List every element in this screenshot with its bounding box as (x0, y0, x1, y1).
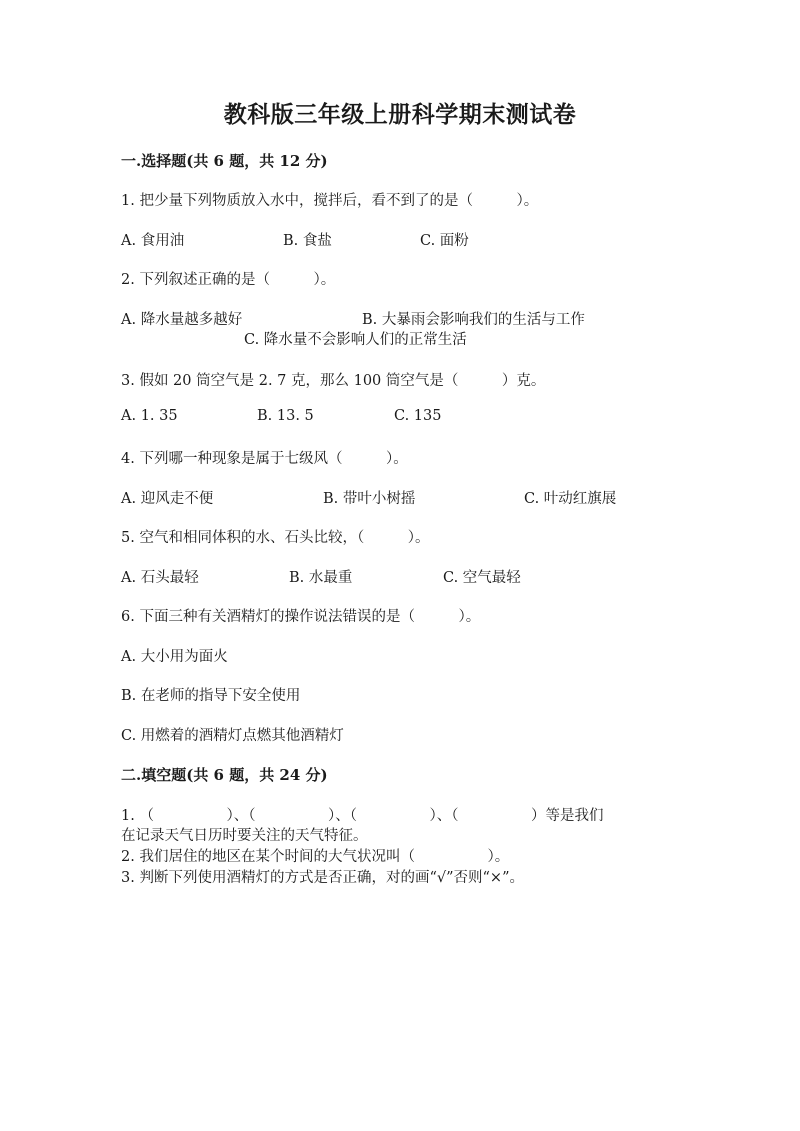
question-3-option-c: C. 135 (394, 408, 442, 424)
question-6: 6. 下面三种有关酒精灯的操作说法错误的是（ ）。 (121, 609, 481, 625)
question-4-option-a: A. 迎风走不便 (121, 491, 214, 507)
question-5-option-a: A. 石头最轻 (121, 570, 199, 586)
question-4: 4. 下列哪一种现象是属于七级风（ ）。 (121, 451, 408, 467)
question-2-option-b: B. 大暴雨会影响我们的生活与工作 (362, 312, 585, 328)
question-1: 1. 把少量下列物质放入水中，搅拌后，看不到了的是（ ）。 (121, 193, 539, 209)
question-6-option-c: C. 用燃着的酒精灯点燃其他酒精灯 (121, 728, 344, 744)
question-1-option-a: A. 食用油 (121, 233, 185, 249)
question-2: 2. 下列叙述正确的是（ ）。 (121, 272, 336, 288)
page-title: 教科版三年级上册科学期末测试卷 (223, 101, 577, 128)
question-4-option-c: C. 叶动红旗展 (524, 491, 617, 507)
question-2-option-a: A. 降水量越多越好 (121, 312, 243, 328)
question-1-option-b: B. 食盐 (283, 233, 332, 249)
question-2-option-c: C. 降水量不会影响人们的正常生活 (244, 332, 467, 348)
fill-question-3: 3. 判断下列使用酒精灯的方式是否正确，对的画“√”否则“×”。 (121, 870, 524, 886)
question-3-option-a: A. 1. 35 (121, 408, 178, 424)
fill-question-1-line-1: 1. （ ）、（ ）、（ ）、（ ）等是我们 (121, 808, 604, 824)
fill-question-1-line-2: 在记录天气日历时要关注的天气特征。 (121, 828, 368, 844)
question-5-option-c: C. 空气最轻 (443, 570, 521, 586)
question-6-option-a: A. 大小用为面火 (121, 649, 228, 665)
question-1-option-c: C. 面粉 (420, 233, 469, 249)
question-3-option-b: B. 13. 5 (257, 408, 314, 424)
question-3: 3. 假如 20 筒空气是 2. 7 克，那么 100 筒空气是（ ）克。 (121, 373, 546, 389)
section-heading-fill: 二.填空题(共 6 题，共 24 分) (121, 766, 328, 784)
fill-question-2: 2. 我们居住的地区在某个时间的大气状况叫（ ）。 (121, 849, 510, 865)
question-6-option-b: B. 在老师的指导下安全使用 (121, 688, 301, 704)
section-heading-choice: 一.选择题(共 6 题，共 12 分) (121, 152, 328, 170)
question-5-option-b: B. 水最重 (289, 570, 353, 586)
question-4-option-b: B. 带叶小树摇 (323, 491, 416, 507)
question-5: 5. 空气和相同体积的水、石头比较，（ ）。 (121, 530, 430, 546)
